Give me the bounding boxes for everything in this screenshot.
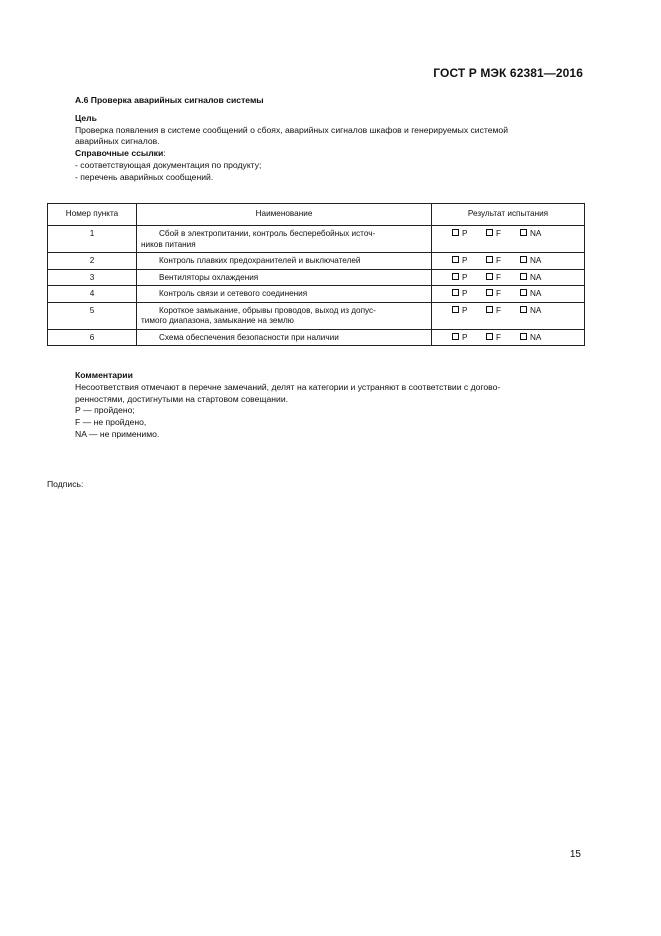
- result-option-pass[interactable]: [452, 333, 486, 344]
- result-option-fail[interactable]: [486, 289, 520, 300]
- page-number: 15: [569, 849, 581, 860]
- checkbox-icon[interactable]: [486, 273, 493, 280]
- result-option-pass[interactable]: [452, 256, 486, 267]
- checkbox-icon[interactable]: [486, 256, 493, 263]
- result-option-fail[interactable]: [486, 256, 520, 267]
- result-option-pass[interactable]: [452, 306, 486, 317]
- test-results-table: [47, 203, 585, 346]
- comments-heading: Комментарии: [75, 370, 133, 380]
- comments-section: [75, 370, 585, 441]
- checkbox-icon[interactable]: [486, 289, 493, 296]
- header-test-result: Результат испытания: [432, 204, 585, 226]
- option-label: P: [462, 256, 468, 265]
- goal-heading: Цель: [75, 112, 97, 123]
- option-label: F: [496, 332, 502, 342]
- result-option-pass[interactable]: [452, 289, 486, 300]
- checkbox-icon[interactable]: [486, 333, 493, 340]
- option-label: NA: [530, 256, 542, 265]
- row-result-options: [432, 253, 585, 270]
- row-number: 4: [48, 286, 137, 303]
- option-label: F: [496, 229, 502, 238]
- checkbox-icon[interactable]: [520, 333, 527, 340]
- option-label: F: [496, 272, 502, 282]
- legend-item: NA — не применимо.: [75, 428, 160, 439]
- row-name-line-2: тимого диапазона, замыкание на землю: [141, 316, 294, 325]
- result-option-na[interactable]: [520, 289, 554, 300]
- checkbox-icon[interactable]: [452, 229, 459, 236]
- table-row: [48, 253, 585, 270]
- goal-text-line-2: аварийных сигналов.: [75, 136, 160, 147]
- row-result-options: [432, 286, 585, 303]
- comments-text-line-1: Несоответствия отмечают в перечне замечаний, делят на категории и устраняют в соответствии с догово-: [75, 381, 501, 392]
- option-label: NA: [530, 289, 542, 298]
- row-name: Контроль связи и сетевого соединения: [137, 286, 432, 303]
- comments-text-line-2: ренностями, достигнутыми на стартовом совещании.: [75, 393, 289, 404]
- option-label: F: [496, 305, 502, 315]
- result-option-fail[interactable]: [486, 306, 520, 317]
- row-name-line-2: ников питания: [141, 239, 196, 249]
- row-name: [137, 226, 432, 253]
- checkbox-icon[interactable]: [520, 256, 527, 263]
- option-label: P: [462, 229, 468, 238]
- row-number: 2: [48, 253, 137, 270]
- section-body: [75, 95, 585, 184]
- table-row: [48, 302, 585, 329]
- row-result-options: [432, 302, 585, 329]
- row-result-options: [432, 329, 585, 346]
- table-row: [48, 269, 585, 286]
- row-number: 6: [48, 329, 137, 346]
- legend-item: Р — пройдено;: [75, 405, 135, 416]
- checkbox-icon[interactable]: [452, 273, 459, 280]
- row-name: Контроль плавких предохранителей и выключателей: [137, 253, 432, 270]
- result-option-na[interactable]: [520, 306, 554, 317]
- option-label: P: [462, 289, 468, 298]
- option-label: P: [462, 332, 468, 342]
- result-option-fail[interactable]: [486, 333, 520, 344]
- section-title: А.6 Проверка аварийных сигналов системы: [75, 95, 264, 105]
- checkbox-icon[interactable]: [520, 306, 527, 313]
- result-option-fail[interactable]: [486, 273, 520, 284]
- legend-item: F — не пройдено,: [75, 417, 147, 428]
- signature-label: Подпись:: [47, 479, 84, 489]
- references-heading: [75, 148, 585, 160]
- result-option-na[interactable]: [520, 229, 554, 240]
- references-heading-colon: :: [163, 148, 166, 159]
- checkbox-icon[interactable]: [452, 289, 459, 296]
- reference-item: - соответствующая документация по продукту;: [75, 159, 262, 170]
- row-name: Вентиляторы охлаждения: [137, 269, 432, 286]
- reference-item: - перечень аварийных сообщений.: [75, 171, 214, 182]
- row-name: [137, 302, 432, 329]
- goal-text-line-1: Проверка появления в системе сообщений о сбоях, аварийных сигналов шкафов и генерируемых системой: [75, 124, 509, 135]
- result-option-pass[interactable]: [452, 229, 486, 240]
- document-standard-number: ГОСТ Р МЭК 62381—2016: [433, 66, 583, 80]
- option-label: F: [496, 256, 502, 265]
- row-number: 5: [48, 302, 137, 329]
- table-row: [48, 286, 585, 303]
- row-result-options: [432, 269, 585, 286]
- option-label: F: [496, 289, 502, 298]
- option-label: NA: [530, 229, 542, 238]
- result-option-na[interactable]: [520, 273, 554, 284]
- row-name-line-1: Короткое замыкание, обрывы проводов, выход из допус-: [159, 305, 376, 315]
- header-item-number: Номер пункта: [48, 204, 137, 226]
- checkbox-icon[interactable]: [520, 273, 527, 280]
- checkbox-icon[interactable]: [452, 256, 459, 263]
- option-label: NA: [530, 272, 542, 282]
- table-row: [48, 329, 585, 346]
- result-option-na[interactable]: [520, 333, 554, 344]
- header-name: Наименование: [137, 204, 432, 226]
- checkbox-icon[interactable]: [452, 333, 459, 340]
- result-option-pass[interactable]: [452, 273, 486, 284]
- row-number: 3: [48, 269, 137, 286]
- table-header-row: [48, 204, 585, 226]
- checkbox-icon[interactable]: [520, 289, 527, 296]
- result-option-na[interactable]: [520, 256, 554, 267]
- row-name: Схема обеспечения безопасности при наличии: [137, 329, 432, 346]
- checkbox-icon[interactable]: [486, 306, 493, 313]
- row-number: 1: [48, 226, 137, 253]
- row-name-line-1: Сбой в электропитании, контроль бесперебойных источ-: [159, 229, 376, 238]
- checkbox-icon[interactable]: [452, 306, 459, 313]
- option-label: P: [462, 305, 468, 315]
- result-option-fail[interactable]: [486, 229, 520, 240]
- table-row: [48, 226, 585, 253]
- row-result-options: [432, 226, 585, 253]
- option-label: NA: [530, 305, 542, 315]
- option-label: NA: [530, 332, 542, 342]
- references-heading-label: Справочные ссылки: [75, 148, 164, 159]
- checkbox-icon[interactable]: [486, 229, 493, 236]
- option-label: P: [462, 272, 468, 282]
- checkbox-icon[interactable]: [520, 229, 527, 236]
